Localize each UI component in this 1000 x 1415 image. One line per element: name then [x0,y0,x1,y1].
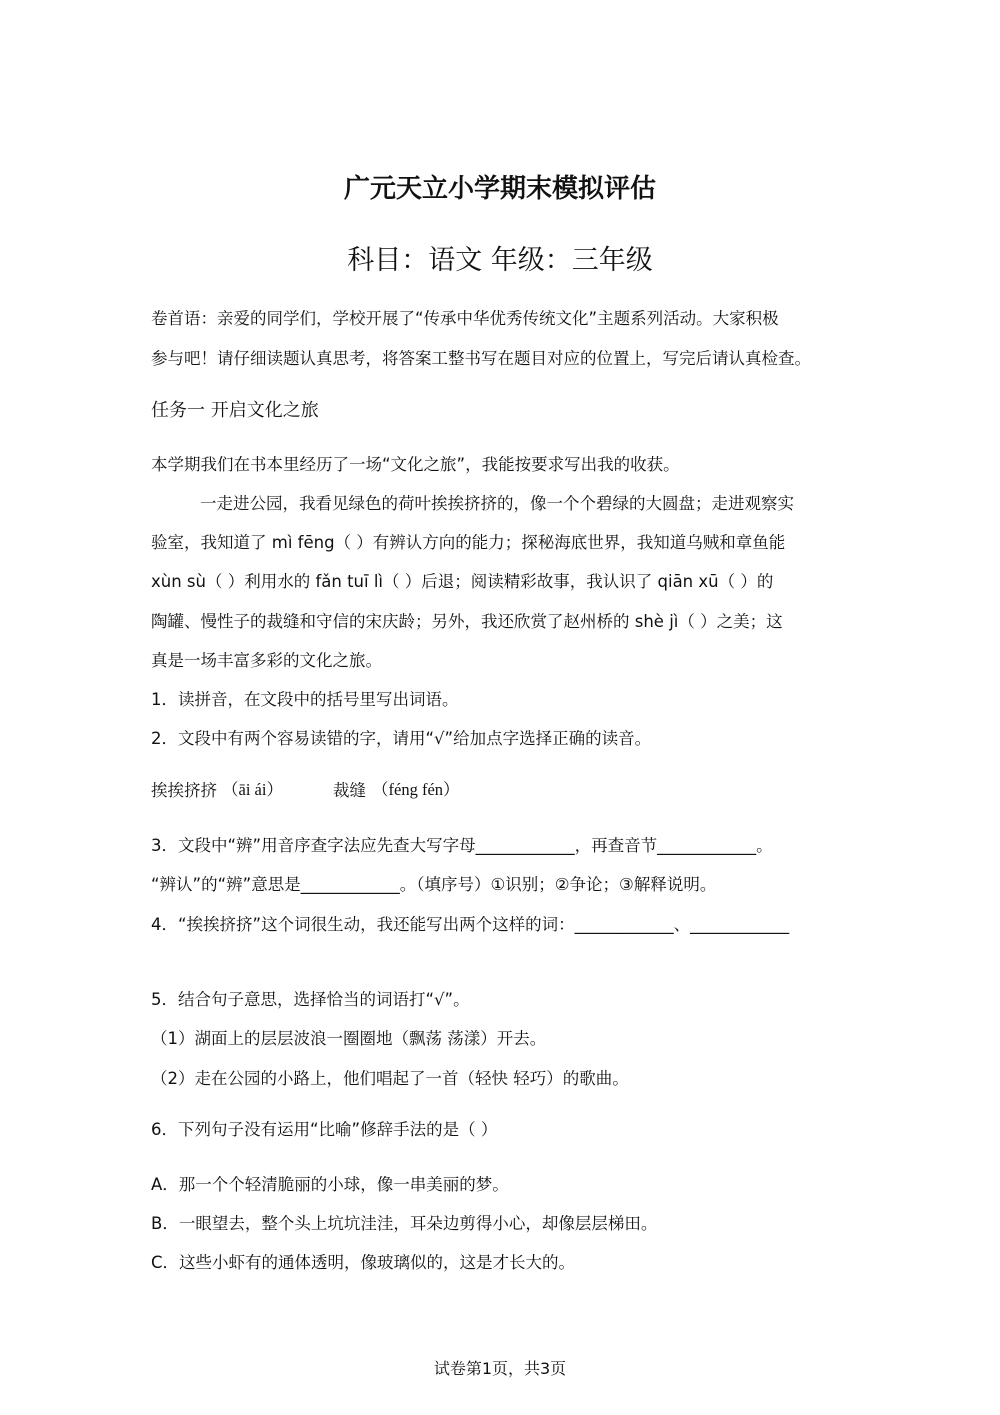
page-subtitle: 科目：语文 年级：三年级 [347,245,653,276]
q2-word-2: 裁缝 [333,781,366,800]
question-6-option-c: C．这些小虾有的通体透明，像玻璃似的，这是才长大的。 [151,1253,576,1272]
question-3-line-2: “辨认”的“辨”意思是____________。（填序号）①识别；②争论；③解释说明。 [151,875,717,894]
question-5-item-1: （1）湖面上的层层波浪一圈圈地（飘荡 荡漾）开去。 [151,1029,547,1048]
question-2: 2．文段中有两个容易读错的字，请用“√”给加点字选择正确的读音。 [151,729,652,748]
question-6-option-b: B．一眼望去，整个头上坑坑洼洼，耳朵边剪得小心，却像层层梯田。 [151,1214,658,1233]
task-title: 任务一 开启文化之旅 [151,400,319,421]
passage-line-3: xùn sù（ ）利用水的 fǎn tuī lì（ ）后退；阅读精彩故事，我认识了 qiān xū（ ）的 [151,572,774,591]
question-1: 1．读拼音，在文段中的括号里写出词语。 [151,690,459,709]
passage-line-1: 一走进公园，我看见绿色的荷叶挨挨挤挤的，像一个个碧绿的大圆盘；走进观察实 [200,494,794,513]
q2-pinyin-2: （féng fén） [372,780,460,799]
question-5: 5．结合句子意思，选择恰当的词语打“√”。 [151,990,470,1009]
question-5-item-2: （2）走在公园的小路上，他们唱起了一首（轻快 轻巧）的歌曲。 [151,1069,629,1088]
question-3-line-1: 3．文段中“辨”用音序查字法应先查大写字母____________，再查音节____________。 [151,836,773,855]
question-6-option-a: A．那一个个轻清脆丽的小球，像一串美丽的梦。 [151,1175,509,1194]
question-6: 6．下列句子没有运用“比喻”修辞手法的是（ ） [151,1120,498,1139]
passage-line-4: 陶罐、慢性子的裁缝和守信的宋庆龄；另外，我还欣赏了赵州桥的 shè jì（ ）之美；这 [151,612,783,631]
q2-pinyin-1: （āi ái） [222,780,283,799]
passage-line-5: 真是一场丰富多彩的文化之旅。 [151,651,382,670]
passage-line-2: 验室，我知道了 mì fēng（ ）有辨认方向的能力；探秘海底世界，我知道乌贼和章鱼能 [151,533,786,552]
task-intro: 本学期我们在书本里经历了一场“文化之旅”，我能按要求写出我的收获。 [151,455,680,474]
page-title: 广元天立小学期末模拟评估 [343,174,656,204]
preface-line-2: 参与吧！请仔细读题认真思考，将答案工整书写在题目对应的位置上，写完后请认真检查。 [151,349,811,368]
question-4: 4．“挨挨挤挤”这个词很生动，我还能写出两个这样的词：____________、____________ [151,915,790,934]
page-footer: 试卷第1页，共3页 [433,1359,567,1378]
preface-line-1: 卷首语：亲爱的同学们，学校开展了“传承中华优秀传统文化”主题系列活动。大家积极 [151,309,779,328]
q2-word-1: 挨挨挤挤 [151,781,217,800]
